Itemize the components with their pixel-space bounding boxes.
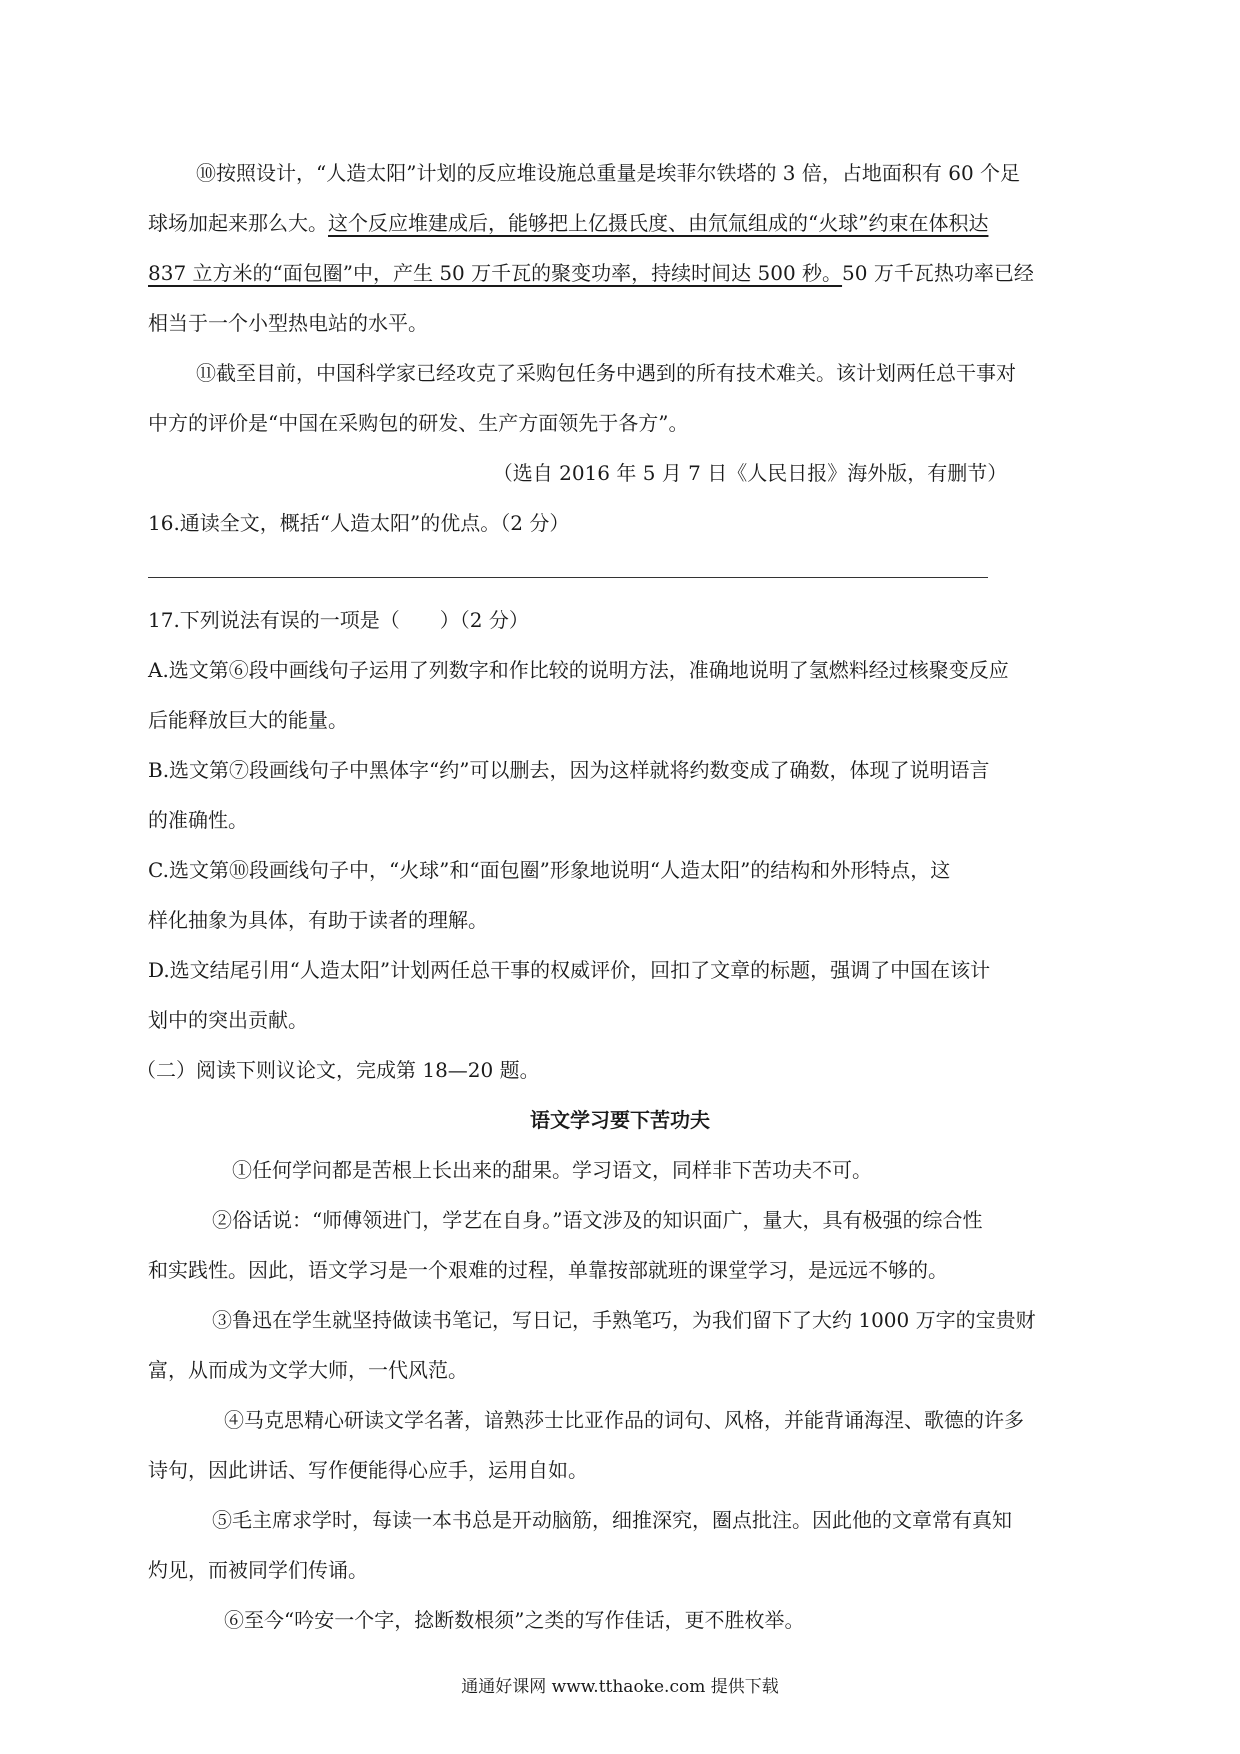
essay-p5-line1: ⑤毛主席求学时，每读一本书总是开动脑筋，细推深究，圈点批注。因此他的文章常有真知: [212, 1508, 1012, 1532]
essay-p3-line1: ③鲁迅在学生就坚持做读书笔记，写日记，手熟笔巧，为我们留下了大约 1000 万字的宝贵财: [212, 1308, 1036, 1332]
p11-line1: ⑪截至目前，中国科学家已经攻克了采购包任务中遇到的所有技术难关。该计划两任总干事对: [196, 361, 1016, 385]
essay-p6: ⑥至今“吟安一个字，捻断数根须”之类的写作佳话，更不胜枚举。: [224, 1608, 805, 1632]
essay-p2-line2: 和实践性。因此，语文学习是一个艰难的过程，单靠按部就班的课堂学习，是远远不够的。: [148, 1258, 948, 1282]
essay-p4-line1: ④马克思精心研读文学名著，谙熟莎士比亚作品的词句、风格，并能背诵海涅、歌德的许多: [224, 1408, 1024, 1432]
essay-p5-line2: 灼见，而被同学们传诵。: [148, 1558, 368, 1582]
p10-underlined-sentence-part2: 837 立方米的“面包圈”中，产生 50 万千瓦的聚变功率，持续时间达 500 秒。: [148, 261, 843, 285]
p10-line4: 相当于一个小型热电站的水平。: [148, 311, 428, 335]
p10-line2: [148, 208, 1092, 238]
p11-line2: 中方的评价是“中国在采购包的研发、生产方面领先于各方”。: [148, 411, 689, 435]
p10-line3-plain: 50 万千瓦热功率已经: [842, 261, 1034, 285]
question-17-stem: 17.下列说法有误的一项是（ ）（2 分）: [148, 608, 529, 632]
essay-p1: ①任何学问都是苦根上长出来的甜果。学习语文，同样非下苦功夫不可。: [232, 1158, 872, 1182]
option-b-line2: 的准确性。: [148, 808, 248, 832]
section2-intro: （二）阅读下则议论文，完成第 18—20 题。: [136, 1058, 540, 1082]
p10-underlined-sentence-part1: 这个反应堆建成后，能够把上亿摄氏度、由氘氚组成的“火球”约束在体积达: [328, 211, 989, 235]
essay-p4-line2: 诗句，因此讲话、写作便能得心应手，运用自如。: [148, 1458, 588, 1482]
option-c-line1: C.选文第⑩段画线句子中，“火球”和“面包圈”形象地说明“人造太阳”的结构和外形特点，这: [148, 858, 951, 882]
essay-p3-line2: 富，从而成为文学大师，一代风范。: [148, 1358, 468, 1382]
option-b-line1: B.选文第⑦段画线句子中黑体字“约”可以删去，因为这样就将约数变成了确数，体现了说明语言: [148, 758, 990, 782]
option-d-line2: 划中的突出贡献。: [148, 1008, 308, 1032]
p10-line1: ⑩按照设计，“人造太阳”计划的反应堆设施总重量是埃菲尔铁塔的 3 倍，占地面积有 60 个足: [196, 161, 1021, 185]
source-citation: （选自 2016 年 5 月 7 日《人民日报》海外版，有删节）: [492, 461, 1008, 485]
option-a-line2: 后能释放巨大的能量。: [148, 708, 348, 732]
essay-p2-line1: ②俗话说：“师傅领进门，学艺在自身。”语文涉及的知识面广，量大，具有极强的综合性: [212, 1208, 983, 1232]
question-16: 16.通读全文，概括“人造太阳”的优点。（2 分）: [148, 511, 570, 535]
p10-line3: [148, 258, 1092, 288]
answer-line-16: [148, 577, 988, 578]
option-a-line1: A.选文第⑥段中画线句子运用了列数字和作比较的说明方法，准确地说明了氢燃料经过核聚变反应: [148, 658, 1009, 682]
option-c-line2: 样化抽象为具体，有助于读者的理解。: [148, 908, 488, 932]
p10-line2-plain: 球场加起来那么大。: [148, 211, 328, 235]
page-footer: 通通好课网 www.tthaoke.com 提供下载: [461, 1677, 779, 1697]
essay-title: 语文学习要下苦功夫: [530, 1108, 710, 1132]
option-d-line1: D.选文结尾引用“人造太阳”计划两任总干事的权威评价，回扣了文章的标题，强调了中国在该计: [148, 958, 991, 982]
